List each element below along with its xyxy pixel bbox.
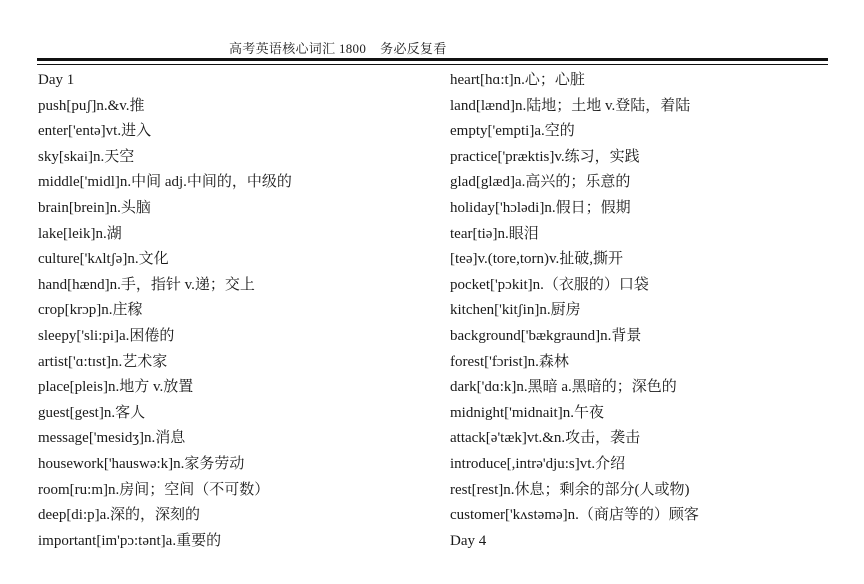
vocab-entry: enter['entə]vt.进入 (38, 123, 152, 140)
vocab-entry: artist['ɑ:tɪst]n.艺术家 (38, 353, 168, 370)
vocab-entry: introduce[,intrə'dju:s]vt.介绍 (450, 455, 626, 472)
vocab-entry: practice['præktis]v.练习，实践 (450, 148, 640, 165)
vocab-entry: forest['fɔrist]n.森林 (450, 353, 569, 370)
vocab-entry: crop[krɔp]n.庄稼 (38, 302, 143, 319)
vocab-entry: sleepy['sli:pi]a.困倦的 (38, 327, 175, 344)
vocab-entry: sky[skai]n.天空 (38, 148, 135, 165)
vocab-entry: land[lænd]n.陆地；土地 v.登陆，着陆 (450, 97, 691, 114)
vocab-entry: push[puʃ]n.&v.推 (38, 97, 145, 114)
vocab-entry: brain[brein]n.头脑 (38, 199, 151, 216)
vocab-entry: pocket['pɔkit]n.（衣服的）口袋 (450, 276, 649, 293)
page-header (229, 38, 447, 57)
vocab-entry: heart[hɑ:t]n.心；心脏 (450, 72, 585, 88)
vocab-entry: dark['dɑ:k]n.黑暗 a.黑暗的；深色的 (450, 379, 677, 396)
vocab-entry: important[im'pɔ:tənt]a.重要的 (38, 532, 222, 549)
vocab-entry: place[pleis]n.地方 v.放置 (38, 379, 194, 396)
vocab-entry: rest[rest]n.休息；剩余的部分(人或物) (450, 481, 690, 498)
header-rule-thick (37, 58, 828, 61)
header-rule-thin (37, 64, 828, 65)
right-vocab-column (450, 68, 840, 554)
vocab-entry: deep[di:p]a.深的，深刻的 (38, 507, 201, 524)
vocab-entry: culture['kʌltʃə]n.文化 (38, 251, 169, 268)
page-title: 高考英语核心词汇 1800 (229, 41, 367, 56)
vocab-entry: holiday['hɔlədi]n.假日；假期 (450, 199, 631, 216)
vocab-entry: customer['kʌstəmə]n.（商店等的）顾客 (450, 507, 699, 524)
vocab-entry: kitchen['kitʃin]n.厨房 (450, 302, 581, 319)
vocab-entry: Day 1 (38, 72, 75, 88)
vocab-entry: housework['hauswə:k]n.家务劳动 (38, 455, 245, 472)
vocab-entry: middle['midl]n.中间 adj.中间的，中级的 (38, 174, 292, 191)
vocab-entry: attack[ə'tæk]vt.&n.攻击，袭击 (450, 430, 641, 447)
vocab-entry: lake[leik]n.湖 (38, 225, 122, 242)
vocab-entry: empty['empti]a.空的 (450, 123, 575, 140)
vocab-entry: background['bækgraund]n.背景 (450, 327, 642, 344)
vocab-entry: [teə]v.(tore,torn)v.扯破,撕开 (450, 251, 623, 268)
vocab-entry: glad[glæd]a.高兴的；乐意的 (450, 174, 631, 191)
vocab-entry: midnight['midnait]n.午夜 (450, 404, 604, 421)
vocab-entry: tear[tiə]n.眼泪 (450, 225, 539, 242)
vocab-entry: message['mesidʒ]n.消息 (38, 430, 186, 447)
page-subtitle: 务必反复看 (380, 41, 447, 56)
vocab-entry: hand[hænd]n.手，指针 v.递；交上 (38, 276, 255, 293)
vocab-entry: Day 4 (450, 532, 487, 549)
vocab-entry: room[ru:m]n.房间；空间（不可数） (38, 481, 270, 498)
vocab-entry: guest[gest]n.客人 (38, 404, 146, 421)
left-vocab-column (38, 68, 438, 554)
